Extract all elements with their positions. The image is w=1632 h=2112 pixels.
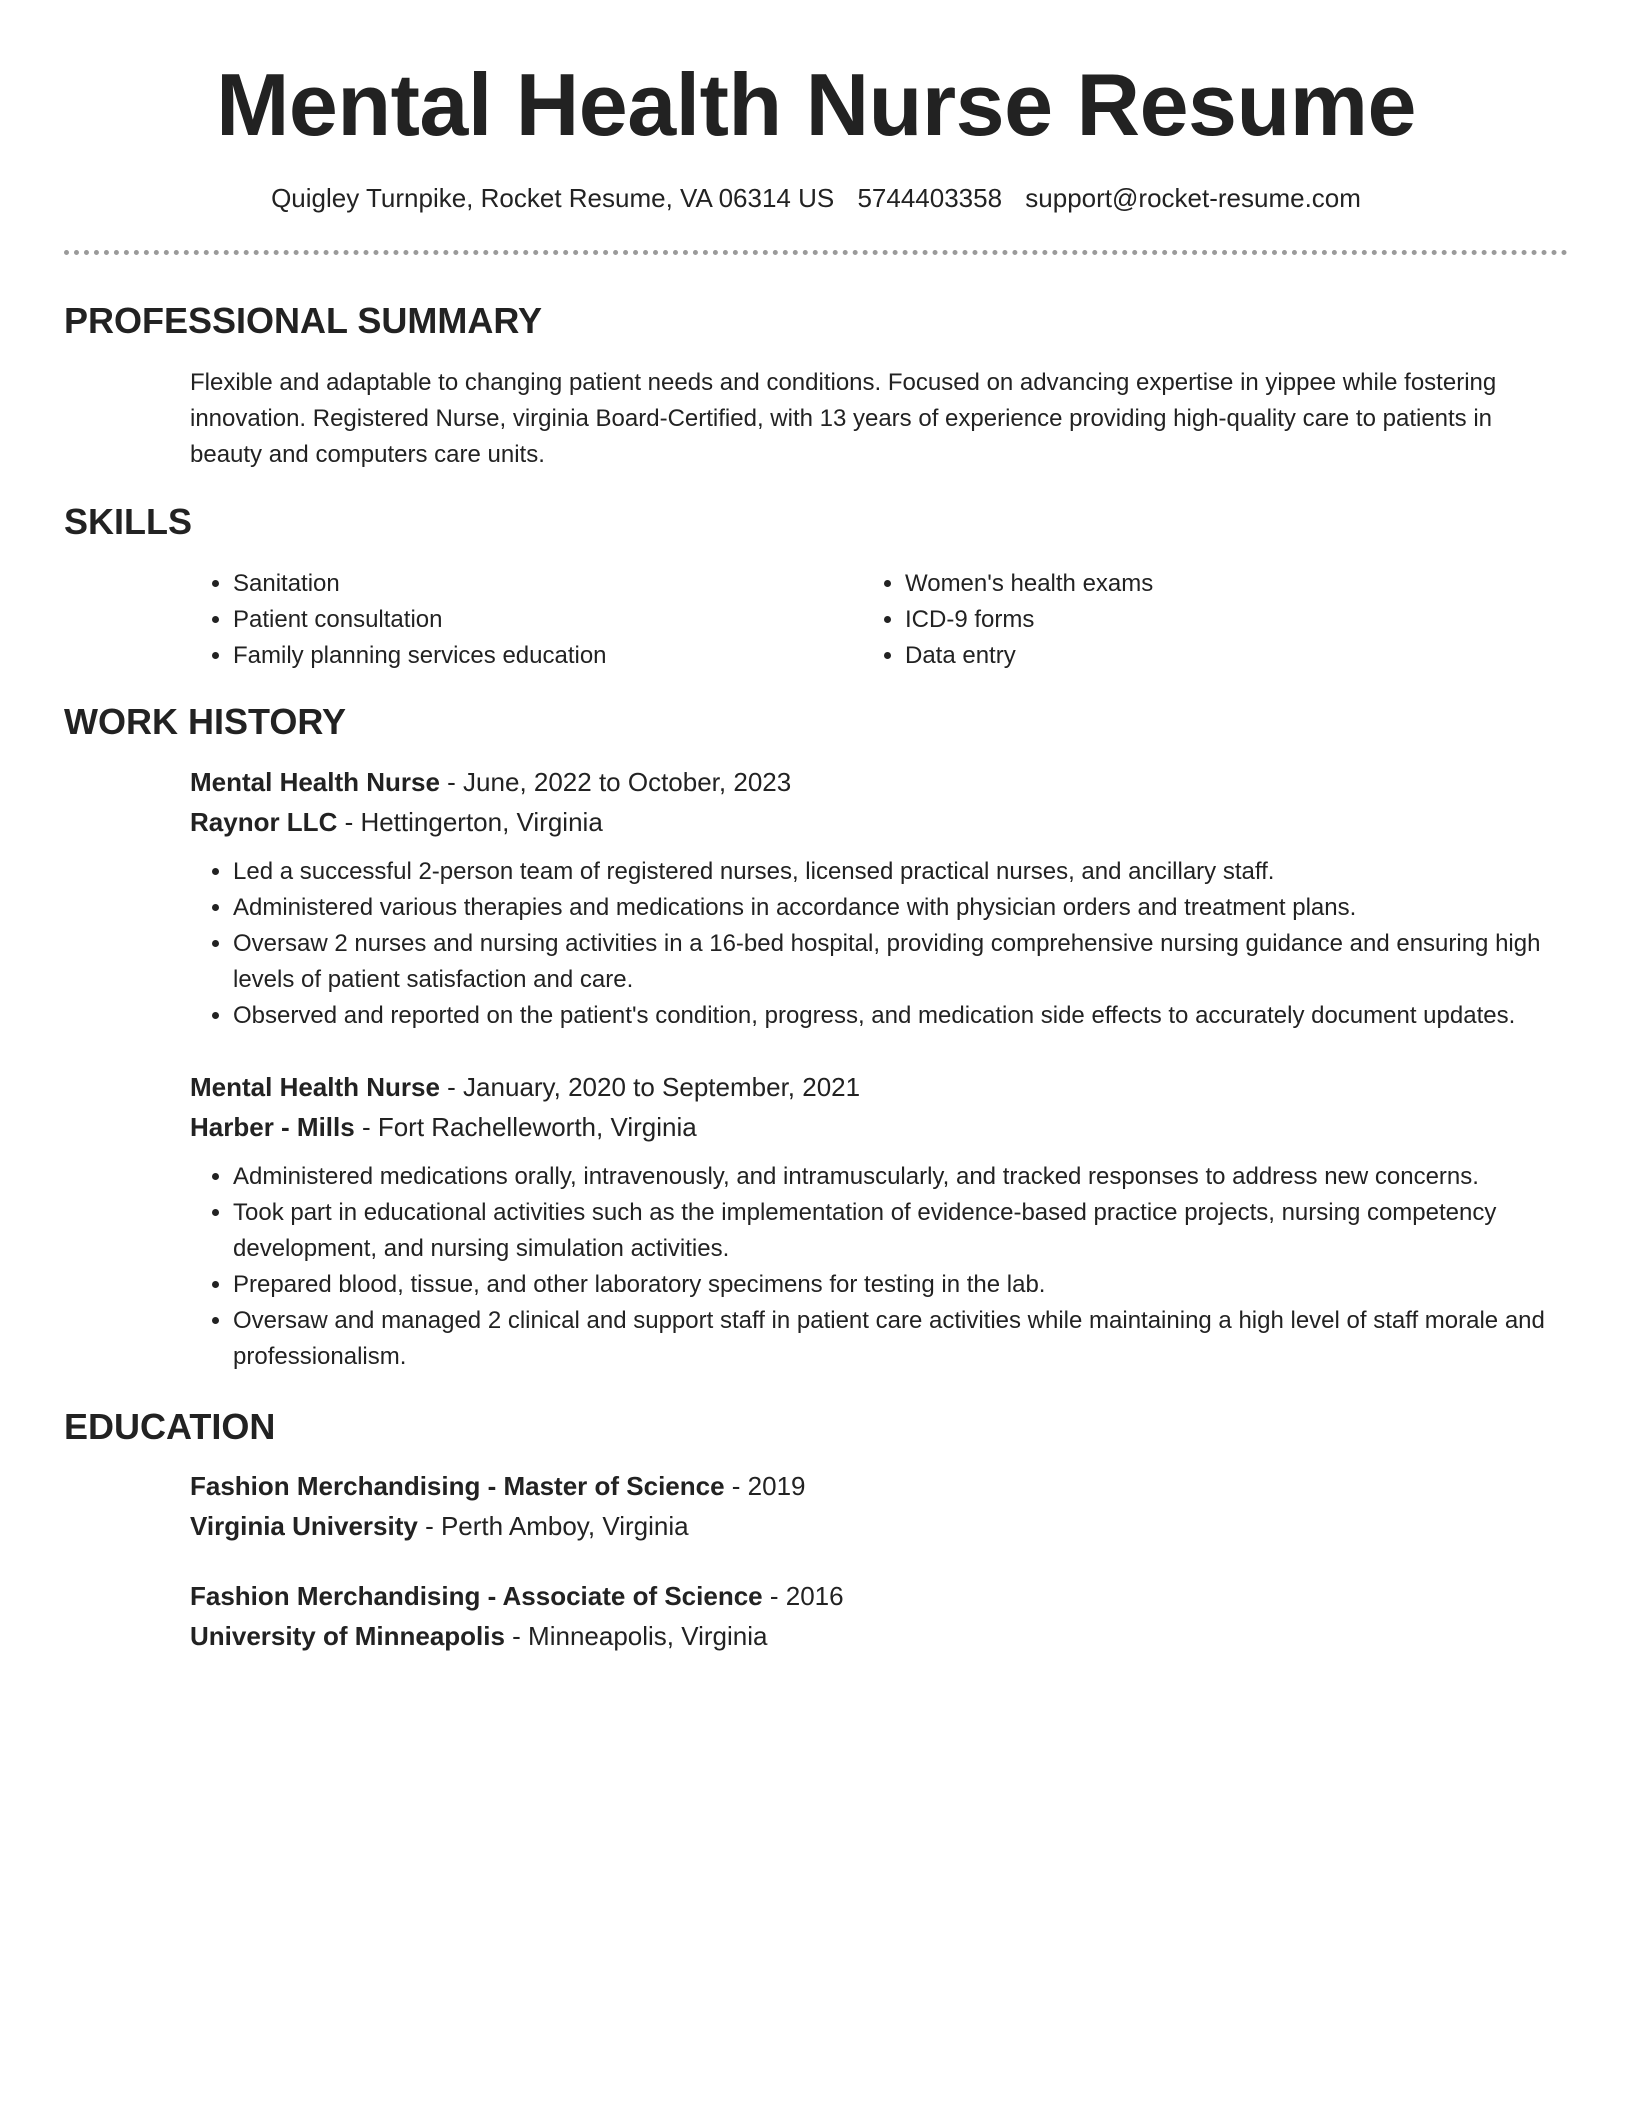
education-degree: Fashion Merchandising - Associate of Science	[190, 1581, 763, 1611]
job-dates: - January, 2020 to September, 2021	[439, 1072, 861, 1102]
job-entry	[190, 762, 1570, 1034]
job-bullet: • Took part in educational activities such as the implementation of evidence-based practice projects, nursing competency development, and nursing simulation activities.	[233, 1195, 1570, 1267]
contact-line	[0, 180, 1632, 216]
skill-item: • Patient consultation	[233, 602, 853, 638]
job-company-line	[190, 1107, 1570, 1147]
job-company: Raynor LLC	[190, 807, 338, 837]
section-title-work-history: WORK HISTORY	[64, 701, 347, 742]
job-bullet: • Administered medications orally, intravenously, and intramuscularly, and tracked responses to address new concerns.	[233, 1159, 1570, 1195]
section-title-education: EDUCATION	[64, 1406, 276, 1447]
skill-item: • ICD-9 forms	[905, 602, 1525, 638]
job-company: Harber - Mills	[190, 1112, 355, 1142]
contact-phone: 5744403358	[857, 183, 1003, 213]
job-bullet: • Oversaw 2 nurses and nursing activities in a 16-bed hospital, providing comprehensive nursing guidance and ensuring high levels of patient satisfaction and care.	[233, 926, 1570, 998]
education-year: - 2019	[724, 1471, 806, 1501]
section-title-summary: PROFESSIONAL SUMMARY	[64, 300, 543, 341]
education-school: University of Minneapolis	[190, 1621, 505, 1651]
job-bullet: • Observed and reported on the patient's condition, progress, and medication side effects to accurately document updates.	[233, 998, 1570, 1034]
job-company-line	[190, 802, 1570, 842]
contact-email[interactable]: support@rocket-resume.com	[1025, 183, 1361, 213]
education-school-line	[190, 1616, 1570, 1656]
job-location: - Hettingerton, Virginia	[337, 807, 603, 837]
education-entry	[190, 1466, 1570, 1546]
education-school-line	[190, 1506, 1570, 1546]
education-degree-line	[190, 1466, 1570, 1506]
job-dates: - June, 2022 to October, 2023	[439, 767, 792, 797]
skill-item: • Data entry	[905, 638, 1525, 674]
skill-item: • Family planning services education	[233, 638, 853, 674]
skill-item: • Sanitation	[233, 566, 853, 602]
education-degree: Fashion Merchandising - Master of Science	[190, 1471, 725, 1501]
section-title-skills: SKILLS	[64, 501, 193, 542]
job-bullet: • Prepared blood, tissue, and other laboratory specimens for testing in the lab.	[233, 1267, 1570, 1303]
education-school: Virginia University	[190, 1511, 418, 1541]
education-year: - 2016	[762, 1581, 844, 1611]
resume-title: Mental Health Nurse Resume	[216, 55, 1416, 154]
skills-list-right	[862, 566, 1525, 674]
job-title-line	[190, 1067, 1570, 1107]
header-divider	[64, 250, 1568, 255]
job-entry	[190, 1067, 1570, 1375]
job-bullet: • Administered various therapies and medications in accordance with physician orders and treatment plans.	[233, 890, 1570, 926]
job-bullet: • Led a successful 2-person team of registered nurses, licensed practical nurses, and ancillary staff.	[233, 854, 1570, 890]
summary-text: Flexible and adaptable to changing patient needs and conditions. Focused on advancing expertise in yippee while fostering innovation. Registered Nurse, virginia Board-Certified, with 13 years of experience providing high-quality care to patients in beauty and computers care units.	[190, 369, 1497, 468]
job-bullets	[190, 1159, 1570, 1375]
education-entry	[190, 1576, 1570, 1656]
job-location: - Fort Rachelleworth, Virginia	[354, 1112, 697, 1142]
job-role: Mental Health Nurse	[190, 1072, 440, 1102]
contact-address: Quigley Turnpike, Rocket Resume, VA 06314 US	[271, 183, 835, 213]
job-bullet: • Oversaw and managed 2 clinical and support staff in patient care activities while maintaining a high level of staff morale and professionalism.	[233, 1303, 1570, 1375]
education-location: - Minneapolis, Virginia	[504, 1621, 768, 1651]
education-degree-line	[190, 1576, 1570, 1616]
job-bullets	[190, 854, 1570, 1034]
job-title-line	[190, 762, 1570, 802]
skill-item: • Women's health exams	[905, 566, 1525, 602]
skills-list-left	[190, 566, 853, 674]
job-role: Mental Health Nurse	[190, 767, 440, 797]
education-location: - Perth Amboy, Virginia	[417, 1511, 689, 1541]
